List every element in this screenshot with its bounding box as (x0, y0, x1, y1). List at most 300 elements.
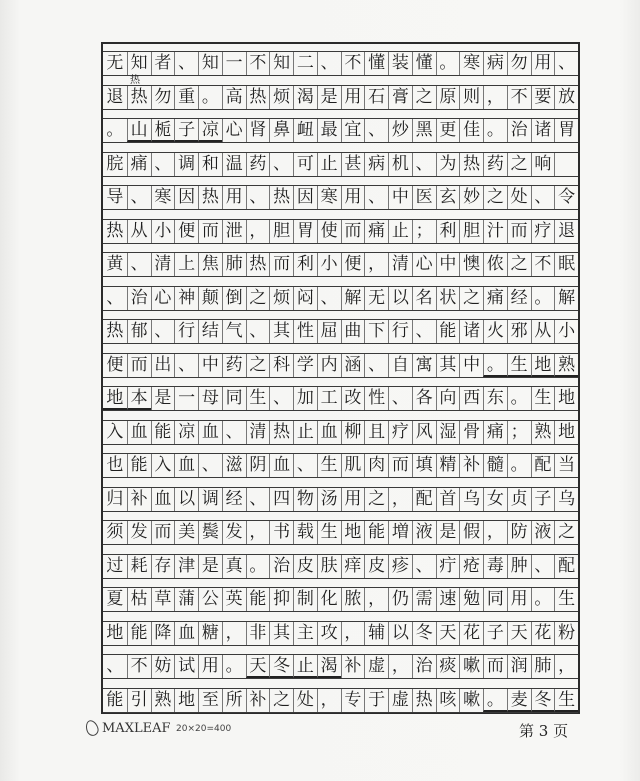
grid-cell: 用 (507, 588, 531, 611)
grid-row (103, 580, 578, 614)
grid-cell: 能 (127, 622, 151, 645)
grid-row (103, 245, 578, 279)
grid-cell: 因 (174, 186, 198, 209)
grid-cell: 虚 (388, 689, 412, 712)
grid-cell: 需 (412, 588, 436, 611)
grid-cell: 血 (174, 622, 198, 645)
grid-cell: 屈 (317, 320, 341, 343)
grid-cell: 曲 (341, 320, 365, 343)
grid-row (103, 413, 578, 447)
grid-cell: 首 (436, 488, 460, 511)
brand-name: MAXLEAF (102, 720, 171, 736)
grid-cell: 甚 (341, 153, 365, 176)
grid-cell: 子 (483, 622, 507, 645)
grid-cell: 向 (436, 387, 460, 410)
grid-cell: 治 (412, 655, 436, 678)
grid-cell: 学 (293, 354, 317, 377)
grid-cell: 用 (341, 186, 365, 209)
grid-cell: 清 (246, 421, 270, 444)
grid-cell: 药 (222, 354, 246, 377)
grid-cell: 郁 (127, 320, 151, 343)
grid-cell: 神 (174, 287, 198, 310)
grid-cell: 热 (246, 86, 270, 109)
grid-cell: 痛 (364, 220, 388, 243)
grid-cell: 发 (127, 521, 151, 544)
grid-cell: 夏 (106, 589, 124, 609)
grid-cell: 不 (531, 253, 555, 276)
grid-cell: 。 (507, 387, 531, 410)
grid-cell: 本 (127, 387, 151, 410)
grid-cell: 过 (106, 555, 124, 576)
grid-cell: 倒 (222, 287, 246, 310)
grid-row (103, 681, 578, 715)
grid-cell: ， (364, 253, 388, 276)
grid-cell: 风 (412, 421, 436, 444)
grid-cell: 、 (412, 320, 436, 343)
grid-cell: 子 (174, 119, 198, 142)
grid-cell: 降 (151, 622, 175, 645)
margin-annotation: 热 (130, 75, 140, 86)
grid-cell: 性 (364, 387, 388, 410)
grid-cell: 柳 (341, 421, 365, 444)
grid-cell: 痒 (341, 555, 365, 578)
grid-cell: 汁 (483, 220, 507, 243)
grid-cell: 生 (531, 387, 555, 410)
grid-cell: 黑 (412, 119, 436, 142)
grid-cell: 能 (436, 320, 460, 343)
grid-cell: ， (483, 86, 507, 109)
grid-cell: 胆 (269, 220, 293, 243)
grid-cell: 皮 (293, 555, 317, 578)
grid-cell: 血 (269, 454, 293, 477)
grid-cell: 冬 (269, 655, 293, 678)
grid-cell: 一 (222, 52, 246, 75)
grid-cell: 乌 (554, 488, 578, 511)
grid-cell: 要 (531, 86, 555, 109)
page-number: 第 3 页 (519, 722, 569, 740)
grid-cell: 精 (436, 454, 460, 477)
grid-cell: 汤 (317, 488, 341, 511)
grid-cell: 发 (222, 521, 246, 544)
grid-cell: 令 (554, 186, 578, 209)
grid-cell: 调 (198, 488, 222, 511)
grid-cell: 医 (412, 186, 436, 209)
grid-cell: 和 (198, 153, 222, 176)
grid-cell: 利 (436, 220, 460, 243)
grid-cell: 妨 (151, 655, 175, 678)
grid-cell: 生 (554, 689, 578, 712)
grid-cell: 眠 (554, 253, 578, 276)
grid-cell: 润 (507, 655, 531, 678)
grid-cell: 侬 (483, 253, 507, 276)
grid-cell: 使 (317, 220, 341, 243)
grid-cell: ， (222, 622, 246, 645)
grid-cell: 枯 (127, 588, 151, 611)
grid-row (103, 178, 578, 212)
grid-cell: 而 (483, 655, 507, 678)
grid-cell: 且 (364, 421, 388, 444)
grid-cell: 、 (246, 488, 270, 511)
grid-cell: 女 (483, 488, 507, 511)
grid-cell: 天 (246, 655, 270, 678)
grid-cell: 乌 (459, 488, 483, 511)
grid-cell: 能 (151, 421, 175, 444)
grid-cell: 、 (246, 320, 270, 343)
grid-cell: 。 (531, 588, 555, 611)
grid-spec: 20×20=400 (176, 724, 232, 734)
grid-cell: 试 (174, 655, 198, 678)
grid-cell: ， (246, 521, 270, 544)
grid-cell: 而 (341, 220, 365, 243)
grid-cell: 痛 (127, 153, 151, 176)
grid-cell: 化 (317, 588, 341, 611)
grid-cell: 热 (106, 220, 124, 241)
grid-cell: 热 (269, 186, 293, 209)
grid-cell: 用 (341, 488, 365, 511)
grid-cell: ， (554, 655, 578, 678)
grid-cell: 地 (103, 387, 127, 410)
grid-cell: 自 (388, 354, 412, 377)
grid-cell: 配 (554, 555, 578, 578)
grid-cell: 玄 (436, 186, 460, 209)
grid-cell: 生 (317, 454, 341, 477)
grid-row (103, 78, 578, 112)
grid-cell: 主 (293, 622, 317, 645)
grid-cell: 子 (531, 488, 555, 511)
grid-cell: 止 (388, 220, 412, 243)
grid-cell: 用 (198, 655, 222, 678)
grid-cell: 、 (151, 320, 175, 343)
grid-cell: 处 (507, 186, 531, 209)
grid-cell: 知 (127, 52, 151, 75)
grid-cell: 状 (436, 287, 460, 310)
grid-cell: 凉 (198, 119, 222, 142)
grid-cell: 。 (222, 655, 246, 678)
grid-cell: 制 (293, 588, 317, 611)
grid-cell: 辅 (364, 622, 388, 645)
grid-cell: 、 (174, 354, 198, 377)
grid-cell: 闷 (293, 287, 317, 310)
grid-cell: 热 (106, 321, 124, 341)
grid-cell: 出 (151, 354, 175, 377)
grid-cell: 之 (554, 521, 578, 544)
grid-cell: 栀 (151, 119, 175, 142)
grid-cell: 以 (174, 488, 198, 511)
grid-cell: 装 (388, 52, 412, 75)
grid-cell: 而 (507, 220, 531, 243)
grid-cell: 、 (293, 454, 317, 477)
grid-cell: 中 (198, 354, 222, 377)
grid-cell: 天 (436, 622, 460, 645)
grid-cell: 最 (317, 119, 341, 142)
grid-cell: 非 (246, 622, 270, 645)
grid-cell: 、 (554, 52, 578, 75)
grid-cell: 真 (222, 555, 246, 578)
grid-cell: 、 (106, 656, 124, 676)
grid-cell: 嗽 (459, 655, 483, 678)
grid-cell: 治 (269, 555, 293, 578)
grid-cell: 西 (459, 387, 483, 410)
grid-cell: 之 (246, 287, 270, 310)
grid-cell: 、 (106, 287, 124, 308)
grid-cell: 治 (507, 119, 531, 142)
grid-cell: 行 (174, 320, 198, 343)
grid-cell: 英 (222, 588, 246, 611)
grid-cell: 无 (106, 53, 124, 73)
grid-cell: 气 (222, 320, 246, 343)
grid-cell: 用 (341, 86, 365, 109)
grid-cell: 须 (106, 522, 124, 542)
manuscript-grid (101, 42, 580, 714)
grid-cell: 麦 (507, 689, 531, 712)
grid-row (103, 145, 578, 179)
grid-cell: 、 (269, 153, 293, 176)
grid-cell: 上 (174, 253, 198, 276)
grid-cell: 结 (198, 320, 222, 343)
grid-cell: 当 (554, 454, 578, 477)
grid-cell: 知 (269, 52, 293, 75)
grid-cell: 二 (293, 52, 317, 75)
grid-cell: 则 (459, 86, 483, 109)
grid-cell: 泄 (222, 220, 246, 243)
grid-cell: 机 (388, 153, 412, 176)
grid-cell: 同 (222, 387, 246, 410)
grid-cell: 心 (222, 119, 246, 142)
grid-cell: 疗 (388, 421, 412, 444)
grid-cell: 胃 (293, 220, 317, 243)
grid-cell: 、 (127, 186, 151, 209)
grid-cell: 胃 (554, 119, 578, 142)
grid-cell: 焦 (198, 253, 222, 276)
grid-cell: 公 (198, 588, 222, 611)
grid-cell: 止 (293, 421, 317, 444)
grid-cell: 科 (269, 354, 293, 377)
grid-cell: 生 (507, 354, 531, 377)
grid-cell: 、 (412, 153, 436, 176)
grid-cell: 填 (412, 454, 436, 477)
grid-cell: 改 (341, 387, 365, 410)
grid-cell: 勿 (151, 86, 175, 109)
grid-cell: 热 (198, 186, 222, 209)
grid-cell: ； (412, 220, 436, 243)
grid-cell: 存 (151, 555, 175, 578)
grid-cell: 专 (341, 689, 365, 712)
grid-cell: 是 (436, 521, 460, 544)
grid-cell: 地 (341, 521, 365, 544)
grid-cell: 是 (151, 387, 175, 410)
grid-cell: 治 (127, 287, 151, 310)
grid-cell: 糖 (198, 622, 222, 645)
grid-cell: 中 (388, 186, 412, 209)
grid-cell: 寓 (412, 354, 436, 377)
grid-cell: 小 (151, 220, 175, 243)
grid-cell: 也 (106, 455, 124, 475)
grid-cell: 不 (127, 655, 151, 678)
grid-cell: 不 (507, 86, 531, 109)
grid-cell: 懊 (459, 253, 483, 276)
grid-cell: 衄 (293, 119, 317, 142)
grid-cell: 行 (388, 320, 412, 343)
grid-cell: 速 (436, 588, 460, 611)
grid-cell: 热 (127, 86, 151, 109)
grid-cell: 生 (246, 387, 270, 410)
grid-cell: 、 (317, 287, 341, 310)
grid-cell: 熟 (554, 354, 578, 377)
grid-row (103, 446, 578, 480)
grid-cell: 疔 (436, 555, 460, 578)
grid-cell: 是 (198, 555, 222, 578)
grid-cell: 咳 (436, 689, 460, 712)
grid-cell: 血 (317, 421, 341, 444)
grid-cell: 而 (127, 354, 151, 377)
grid-cell: 地 (174, 689, 198, 712)
grid-cell: 宜 (341, 119, 365, 142)
grid-cell: 渴 (317, 655, 341, 678)
grid-cell: 。 (246, 555, 270, 578)
grid-cell: 、 (222, 421, 246, 444)
grid-cell: 血 (198, 421, 222, 444)
grid-cell: 补 (341, 655, 365, 678)
grid-cell: 无 (364, 287, 388, 310)
grid-cell: 同 (483, 588, 507, 611)
grid-cell: 解 (341, 287, 365, 310)
grid-cell: 生 (317, 521, 341, 544)
grid-cell: 退 (554, 220, 578, 243)
grid-cell: 脓 (341, 588, 365, 611)
grid-cell: 从 (127, 220, 151, 243)
grid-cell: 其 (436, 354, 460, 377)
grid-cell: 下 (364, 320, 388, 343)
grid-cell: 阴 (246, 454, 270, 477)
grid-cell: 生 (554, 588, 578, 611)
grid-cell: 热 (246, 253, 270, 276)
grid-cell: 至 (198, 689, 222, 712)
grid-cell: 为 (436, 153, 460, 176)
grid-cell: 补 (459, 454, 483, 477)
grid-cell: 能 (106, 689, 124, 710)
grid-cell: 。 (483, 119, 507, 142)
grid-cell: 一 (174, 387, 198, 410)
grid-cell: 止 (293, 655, 317, 678)
grid-cell: 勿 (507, 52, 531, 75)
grid-row (103, 647, 578, 681)
grid-cell: ， (341, 622, 365, 645)
grid-cell: 邪 (507, 320, 531, 343)
grid-cell: 鬓 (198, 521, 222, 544)
grid-cell: 湿 (436, 421, 460, 444)
grid-cell: 寒 (317, 186, 341, 209)
grid-cell: 山 (127, 119, 151, 142)
grid-cell: 重 (174, 86, 198, 109)
grid-cell: 防 (507, 521, 531, 544)
grid-cell: 草 (151, 588, 175, 611)
grid-cell: 母 (198, 387, 222, 410)
grid-cell: 更 (436, 119, 460, 142)
grid-cell: 能 (246, 588, 270, 611)
grid-cell: 解 (554, 287, 578, 310)
grid-cell: 嗽 (459, 689, 483, 712)
grid-cell: 胆 (459, 220, 483, 243)
grid-cell: 贞 (507, 488, 531, 511)
grid-cell: 之 (364, 488, 388, 511)
grid-cell: 炒 (388, 119, 412, 142)
grid-cell: 诸 (531, 119, 555, 142)
grid-cell: 工 (317, 387, 341, 410)
grid-row (103, 212, 578, 246)
grid-cell: 、 (364, 119, 388, 142)
grid-cell: ， (246, 220, 270, 243)
grid-cell: 物 (293, 488, 317, 511)
grid-cell: 。 (436, 52, 460, 75)
grid-cell: 于 (364, 689, 388, 712)
grid-cell: 。 (106, 120, 124, 140)
grid-cell: 、 (151, 153, 175, 176)
grid-cell: 痰 (436, 655, 460, 678)
grid-cell: 血 (151, 488, 175, 511)
grid-cell: 、 (531, 555, 555, 578)
grid-cell: 、 (127, 253, 151, 276)
grid-cell: 书 (269, 521, 293, 544)
grid-cell: 疹 (388, 555, 412, 578)
grid-cell: 渴 (293, 86, 317, 109)
grid-cell: 痛 (483, 287, 507, 310)
grid-row (103, 480, 578, 514)
grid-cell: 花 (459, 622, 483, 645)
grid-cell: 用 (222, 186, 246, 209)
grid-cell: 抑 (269, 588, 293, 611)
grid-cell: 原 (436, 86, 460, 109)
grid-cell: 、 (174, 52, 198, 75)
grid-cell: 肾 (246, 119, 270, 142)
grid-cell: 放 (554, 86, 578, 109)
grid-cell: 性 (293, 320, 317, 343)
grid-cell: 之 (246, 354, 270, 377)
grid-cell: 、 (364, 186, 388, 209)
grid-cell: ， (388, 655, 412, 678)
grid-row (103, 111, 578, 145)
grid-cell: 假 (459, 521, 483, 544)
grid-cell: 配 (412, 488, 436, 511)
grid-cell: 懂 (364, 52, 388, 75)
grid-cell: 熟 (151, 689, 175, 712)
grid-row (103, 614, 578, 648)
grid-cell: 止 (317, 153, 341, 176)
grid-cell: 心 (412, 253, 436, 276)
grid-cell: 花 (531, 622, 555, 645)
grid-cell: 以 (388, 622, 412, 645)
grid-cell: 熟 (531, 421, 555, 444)
grid-cell: 病 (483, 52, 507, 75)
grid-cell: 而 (198, 220, 222, 243)
grid-cell: 调 (174, 153, 198, 176)
grid-cell: 因 (293, 186, 317, 209)
grid-cell: ， (483, 521, 507, 544)
grid-cell: 肤 (317, 555, 341, 578)
grid-cell: 以 (388, 287, 412, 310)
grid-cell: 四 (269, 488, 293, 511)
grid-cell: 心 (151, 287, 175, 310)
grid-cell: 、 (531, 186, 555, 209)
grid-cell: 津 (174, 555, 198, 578)
grid-cell: 美 (174, 521, 198, 544)
grid-cell: ， (317, 689, 341, 712)
grid-cell: 用 (531, 52, 555, 75)
grid-cell: 寒 (151, 186, 175, 209)
grid-cell: 佳 (459, 119, 483, 142)
grid-cell: 补 (127, 488, 151, 511)
grid-cell: 小 (554, 320, 578, 343)
grid-cell: 。 (507, 454, 531, 477)
